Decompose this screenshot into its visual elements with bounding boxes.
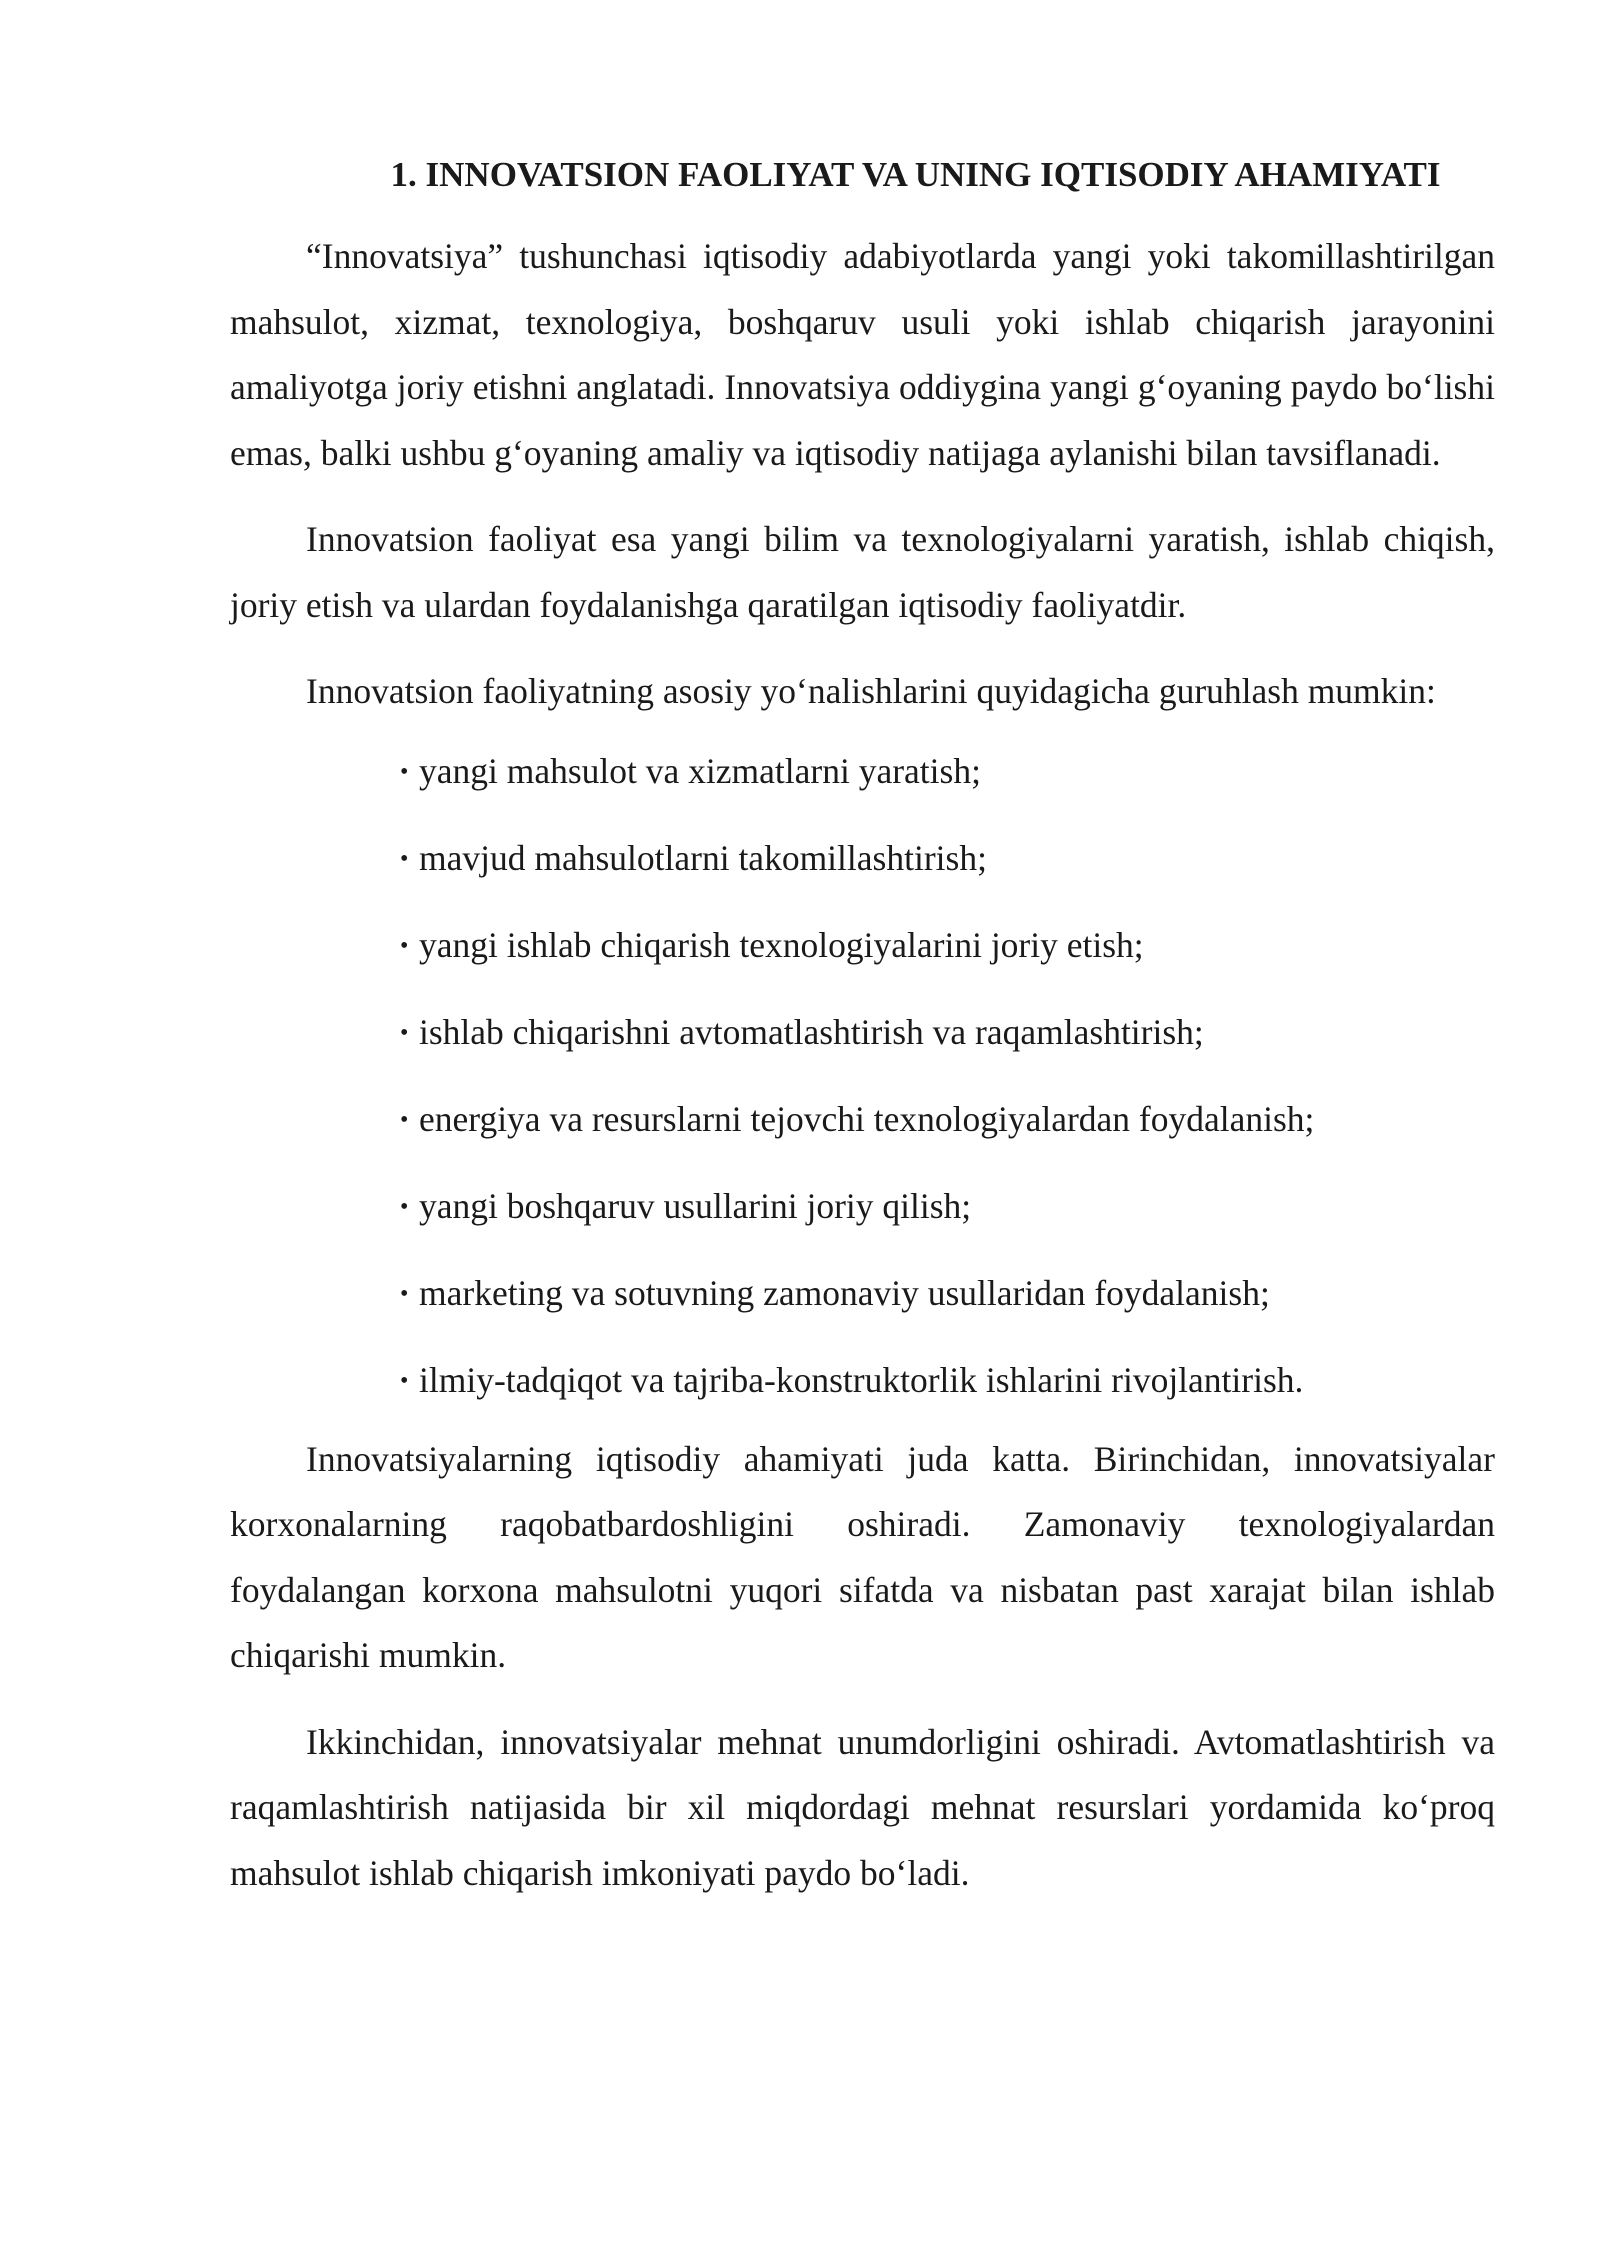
list-item-text: yangi mahsulot va xizmatlarni yaratish; [419,750,981,791]
list-item [400,1355,1495,1405]
list-item-text: yangi ishlab chiqarish texnologiyalarini joriy etish; [419,924,1144,965]
paragraph-innovation-definition: “Innovatsiya” tushunchasi iqtisodiy adabiyotlarda yangi yoki takomillashtirilgan mahsulot, xizmat, texnologiya, boshqaruv usuli yoki ishlab chiqarish jarayonini amaliyotga joriy etishni anglatadi. Innovatsiya oddiygina yangi g‘oyaning paydo bo‘lishi emas, balki ushbu g‘oyaning amaliy va iqtisodiy natijaga aylanishi bilan tavsiflanadi. [230,236,1495,473]
list-item-text: mavjud mahsulotlarni takomillashtirish; [419,837,987,878]
paragraph-economic-significance: Innovatsiyalarning iqtisodiy ahamiyati juda katta. Birinchidan, innovatsiyalar korxonalarning raqobatbardoshligini oshiradi. Zamonaviy texnologiyalardan foydalangan korxona mahsulotni yuqori sifatda va nisbatan past xarajat bilan ishlab chiqarishi mumkin. [230,1438,1495,1675]
list-item [400,1268,1495,1318]
list-item-text: yangi boshqaruv usullarini joriy qilish; [419,1185,972,1226]
list-item [400,920,1495,970]
bullet-icon: • [400,845,409,872]
list-item-text: energiya va resurslarni tejovchi texnologiyalardan foydalanish; [419,1098,1315,1139]
paragraph-innovative-activity-definition: Innovatsion faoliyat esa yangi bilim va texnologiyalarni yaratish, ishlab chiqish, joriy etish va ulardan foydalanishga qaratilgan iqtisodiy faoliyatdir. [230,519,1495,625]
section-heading: 1. INNOVATSION FAOLIYAT VA UNING IQTISODIY AHAMIYATI [390,155,1441,194]
bullet-icon: • [400,1193,409,1220]
list-item [400,1094,1495,1144]
list-item-text: ilmiy-tadqiqot va tajriba-konstruktorlik ishlarini rivojlantirish. [419,1359,1304,1400]
bullet-icon: • [400,758,409,785]
document-body [230,150,1495,1927]
list-item [400,833,1495,883]
bullet-icon: • [400,1280,409,1307]
list-item [400,1007,1495,1057]
bullet-icon: • [400,1019,409,1046]
list-item-text: marketing va sotuvning zamonaviy usullaridan foydalanish; [419,1272,1270,1313]
paragraph-labor-productivity: Ikkinchidan, innovatsiyalar mehnat unumdorligini oshiradi. Avtomatlashtirish va raqamlashtirish natijasida bir xil miqdordagi mehnat resurslari yordamida ko‘proq mahsulot ishlab chiqarish imkoniyati paydo bo‘ladi. [230,1721,1495,1893]
list-item [400,746,1495,796]
list-item [400,1181,1495,1231]
directions-list [230,746,1495,1405]
bullet-icon: • [400,932,409,959]
bullet-icon: • [400,1106,409,1133]
paragraph-directions-intro: Innovatsion faoliyatning asosiy yo‘nalishlarini quyidagicha guruhlash mumkin: [306,671,1436,711]
bullet-icon: • [400,1367,409,1394]
list-item-text: ishlab chiqarishni avtomatlashtirish va raqamlashtirish; [419,1011,1204,1052]
